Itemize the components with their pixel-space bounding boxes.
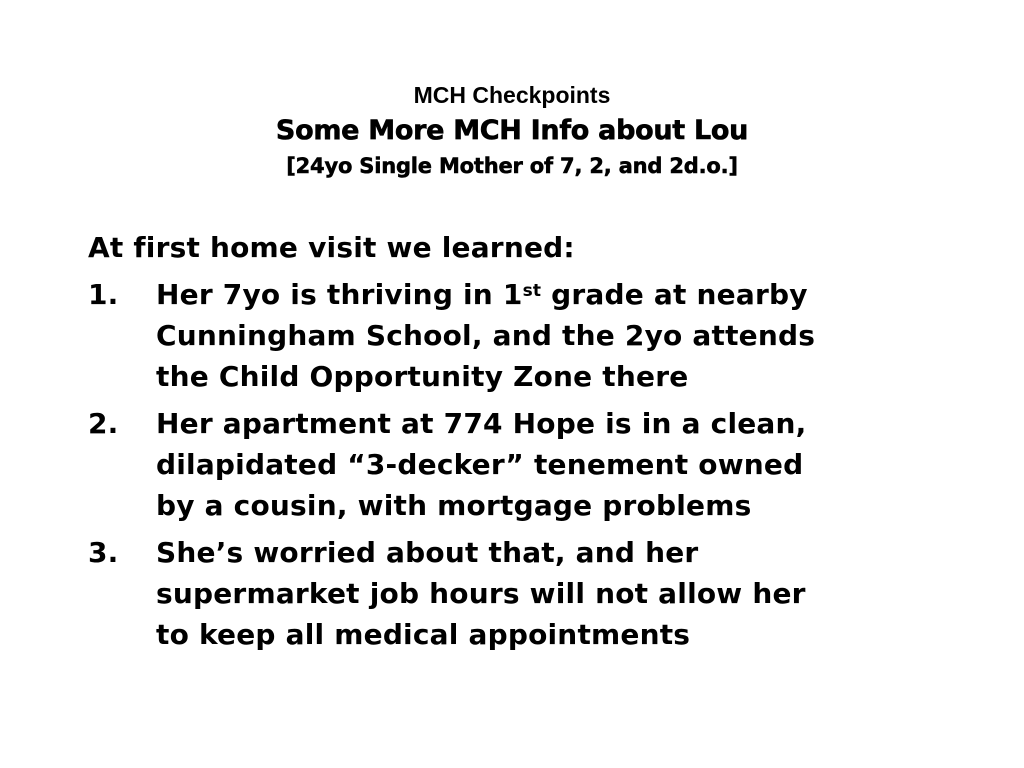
intro-text: At first home visit we learned: [88, 231, 575, 264]
list-item-line: dilapidated “3-decker” tenement owned [156, 448, 804, 481]
slide-title [0, 78, 1024, 182]
list-item-number: 3. [88, 536, 119, 569]
list-item-text: Her 7yo is thriving in 1 [156, 278, 523, 311]
list-item [88, 274, 968, 397]
list-item-line: by a cousin, with mortgage problems [156, 489, 752, 522]
title-line-description: [24yo Single Mother of 7, 2, and 2d.o.] [286, 154, 738, 178]
list-item [88, 532, 968, 655]
list-item-text: grade at nearby [541, 278, 808, 311]
list-item-line: Her apartment at 774 Hope is in a clean, [156, 407, 807, 440]
list-item-number: 1. [88, 278, 119, 311]
title-line-checkpoints: MCH Checkpoints [413, 82, 611, 108]
list-item [88, 403, 968, 526]
list-item-line: supermarket job hours will not allow her [156, 577, 806, 610]
ordinal-superscript: st [522, 280, 542, 301]
list-item-line: Cunningham School, and the 2yo attends [156, 319, 816, 352]
title-line-subject: Some More MCH Info about Lou [275, 115, 749, 146]
list-item-line [156, 274, 968, 315]
list-item-number: 2. [88, 407, 119, 440]
list-item-line: the Child Opportunity Zone there [156, 360, 689, 393]
list-item-line: to keep all medical appointments [156, 618, 691, 651]
numbered-list [88, 274, 968, 655]
slide-body [88, 228, 968, 661]
list-item-line: She’s worried about that, and her [156, 536, 699, 569]
